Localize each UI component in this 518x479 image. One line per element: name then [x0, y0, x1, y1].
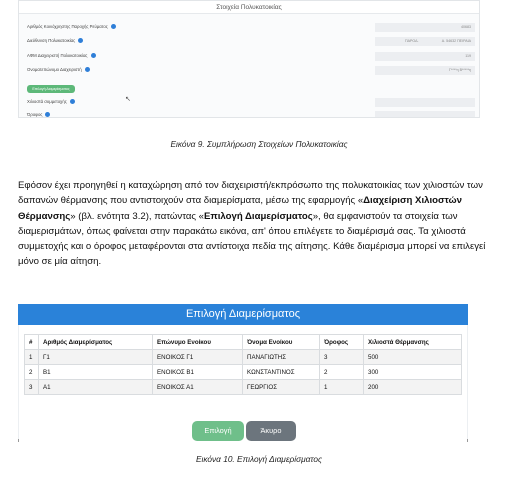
cell-floor: 2: [320, 365, 364, 380]
cell-tenant-surname: ΕΝΟΙΚΟΣ Α1: [153, 380, 243, 395]
table-header-row: [25, 335, 462, 350]
cell-heating-millesimal: 500: [364, 350, 462, 365]
info-icon[interactable]: [85, 67, 90, 72]
cell-apartment-number: Γ1: [39, 350, 153, 365]
field-label: Διεύθυνση Πολυκατοικίας: [27, 38, 76, 43]
field-value[interactable]: 40683: [375, 23, 475, 32]
dialog-body: [18, 325, 468, 439]
paragraph-text: », θα εμφανιστούν τα στοιχεία των διαμερισμάτων, όπως φαίνεται στην παρακάτω εικόνα, απ' όπου επιλέγετε το διαμέρισμά σας. Τα χιλιοστά συμμετοχής και ο όροφος μεταφέρονται στα αντίστοιχα πεδία της αίτησης. Κάθε διαμέρισμα μπορεί να επιλεγεί μόνο σε μία αίτηση.: [18, 210, 486, 268]
info-icon[interactable]: [111, 24, 116, 29]
frame-corner-mark: [18, 439, 19, 442]
cell-index: 2: [25, 365, 39, 380]
cell-floor: 1: [320, 380, 364, 395]
cell-tenant-name: ΠΑΝΑΓΙΩΤΗΣ: [243, 350, 320, 365]
cell-index: 3: [25, 380, 39, 395]
cancel-button[interactable]: Άκυρο: [246, 421, 296, 441]
table-row[interactable]: [25, 350, 462, 365]
form-title: Στοιχεία Πολυκατοικίας: [19, 1, 479, 14]
field-label: ΑΦΜ Διαχειριστή Πολυκατοικίας: [27, 53, 88, 58]
cell-apartment-number: Β1: [39, 365, 153, 380]
apartment-selection-dialog: [18, 304, 468, 441]
column-header-apartment-number: Αριθμός Διαμερίσματος: [39, 335, 153, 350]
form-row-manager-afm: [25, 52, 475, 61]
select-apartment-button[interactable]: Επιλογή Διαμερίσματος: [27, 85, 75, 93]
apartments-table: [24, 334, 462, 395]
table-row[interactable]: [25, 365, 462, 380]
dialog-title: Επιλογή Διαμερίσματος: [18, 304, 468, 325]
cell-tenant-surname: ΕΝΟΙΚΟΣ Γ1: [153, 350, 243, 365]
info-icon[interactable]: [45, 112, 50, 117]
info-icon[interactable]: [91, 53, 96, 58]
form-row-floor: [25, 111, 475, 118]
cell-tenant-name: ΚΩΝΣΤΑΝΤΙΝΟΣ: [243, 365, 320, 380]
paragraph-text: Εφόσον έχει προηγηθεί η καταχώρηση από τον διαχειριστή/εκπρόσωπο της πολυκατοικίας των χιλιοστών των δαπανών θέρμανσης που αντιστοιχούν στα διαμερίσματα, μέσω της εφαρμογής «: [18, 180, 483, 207]
field-value[interactable]: [375, 111, 475, 118]
form-row-participation-millesimal: [25, 98, 475, 107]
cell-apartment-number: Α1: [39, 380, 153, 395]
column-header-index: #: [25, 335, 39, 350]
cell-floor: 3: [320, 350, 364, 365]
body-paragraph: [18, 178, 496, 270]
address-street: ΠΑΡΟΔ.: [405, 39, 419, 43]
table-row[interactable]: [25, 380, 462, 395]
column-header-heating-millesimal: Χιλιοστά Θέρμανσης: [364, 335, 462, 350]
paragraph-text: » (βλ. ενότητα 3.2), πατώντας «: [70, 210, 205, 222]
form-row-manager-name: [25, 66, 475, 75]
column-header-tenant-name: Όνομα Ενοίκου: [243, 335, 320, 350]
info-icon[interactable]: [78, 38, 83, 43]
select-button[interactable]: Επιλογή: [192, 421, 244, 441]
field-value[interactable]: 119: [375, 52, 475, 61]
address-area: Α. 54632 ΠΕΙΡΑΙΑ: [441, 39, 471, 43]
mouse-cursor-icon: ↖: [125, 95, 131, 103]
field-label: Ονοματεπώνυμο Διαχειριστή: [27, 67, 82, 72]
cell-index: 1: [25, 350, 39, 365]
cell-tenant-name: ΓΕΩΡΓΙΟΣ: [243, 380, 320, 395]
field-value[interactable]: [375, 37, 475, 46]
column-header-floor: Όροφος: [320, 335, 364, 350]
paragraph-bold-app-name: Διαχείριση Χιλιοστών Θέρμανσης: [18, 195, 462, 222]
field-value[interactable]: [375, 98, 475, 107]
cell-tenant-surname: ΕΝΟΙΚΟΣ Β1: [153, 365, 243, 380]
cell-heating-millesimal: 300: [364, 365, 462, 380]
field-label: Αριθμός Κοινόχρηστης Παροχής Ρεύματος: [27, 24, 108, 29]
info-icon[interactable]: [70, 99, 75, 104]
field-label: Όροφος: [27, 112, 43, 117]
field-value[interactable]: Γ****η Β*****η: [375, 66, 475, 75]
figure-10-caption: Εικόνα 10. Επιλογή Διαμερίσματος: [195, 454, 323, 464]
figure-9-caption: Εικόνα 9. Συμπλήρωση Στοιχείων Πολυκατοικίας: [170, 139, 348, 149]
cell-heating-millesimal: 200: [364, 380, 462, 395]
frame-corner-mark: [467, 439, 468, 442]
building-details-form-screenshot: [18, 0, 480, 118]
form-row-building-address: [25, 37, 475, 46]
paragraph-bold-button-name: Επιλογή Διαμερίσματος: [204, 210, 313, 222]
field-label: Χιλιοστά συμμετοχής: [27, 99, 67, 104]
column-header-tenant-surname: Επώνυμο Ενοίκου: [153, 335, 243, 350]
form-row-power-supply-number: [25, 23, 475, 32]
